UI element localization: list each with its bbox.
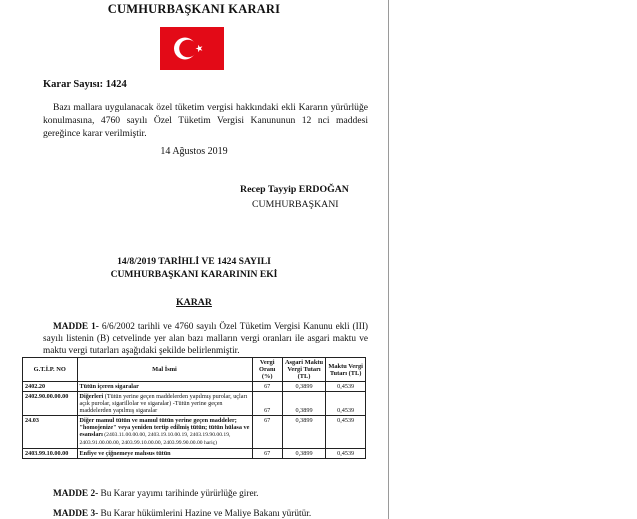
row-name-bold: Diğerleri bbox=[79, 393, 104, 400]
table-row bbox=[23, 416, 366, 449]
decision-date: 14 Ağustos 2019 bbox=[160, 146, 228, 157]
table-row bbox=[23, 449, 366, 459]
article-1 bbox=[43, 321, 368, 358]
row-fixed: 0,4539 bbox=[326, 416, 366, 449]
row-name-rest: (2403.11.00.00.00, 2403.19.10.00.19, 2403.19.90.00.19, 2403.91.00.00.00, 2403.99.10.00.00, 2403.99.90.00.00 hariç) bbox=[79, 432, 231, 446]
row-fixed: 0,4539 bbox=[326, 392, 366, 416]
article-3-label: MADDE 3- bbox=[53, 509, 99, 519]
table-row bbox=[23, 382, 366, 392]
article-1-text: 6/6/2002 tarihli ve 4760 sayılı Özel Tüketim Vergisi Kanunu ekli (III) sayılı listenin (B) cetvelinde yer alan bazı malların vergi oranları ile asgari maktu ve maktu vergi tutarları aşağıdaki şekilde belirlenmiştir. bbox=[43, 322, 369, 357]
row-rate: 67 bbox=[252, 392, 282, 416]
row-rate: 67 bbox=[252, 382, 282, 392]
row-name-rest: (Tütün yerine geçen maddelerden yapılmış purolar, uçları açık purolar, sigarillolar ve sigaralar) -Tütün yerine geçen maddelerden yapılmış sigaralar bbox=[79, 393, 248, 414]
tax-rate-table bbox=[22, 357, 366, 459]
row-name bbox=[77, 449, 252, 459]
row-gtip: 24.03 bbox=[23, 416, 78, 449]
row-name-bold: Diğer mamul tütün ve mamul tütün yerine geçen maddeler; "homojenize" veya yeniden tertip edilmiş tütün; tütün hülasa ve esansları bbox=[79, 417, 250, 438]
row-name-bold: Tütün içeren sigaralar bbox=[79, 383, 139, 390]
article-2-text: Bu Karar yayımı tarihinde yürürlüğe girer. bbox=[98, 489, 259, 499]
table-row bbox=[23, 392, 366, 416]
header-name: Mal İsmi bbox=[77, 358, 252, 382]
annex-title-line1: 14/8/2019 TARİHLİ VE 1424 SAYILI bbox=[117, 256, 271, 267]
row-name bbox=[77, 416, 252, 449]
row-gtip: 2403.99.10.00.00 bbox=[23, 449, 78, 459]
row-min: 0,3899 bbox=[282, 449, 325, 459]
karar-heading: KARAR bbox=[176, 297, 212, 308]
row-rate: 67 bbox=[252, 449, 282, 459]
row-gtip: 2402.20 bbox=[23, 382, 78, 392]
article-2-label: MADDE 2- bbox=[53, 489, 99, 499]
article-2 bbox=[53, 489, 259, 499]
header-fixed: Maktu Vergi Tutarı (TL) bbox=[326, 358, 366, 382]
turkish-flag-icon bbox=[160, 27, 224, 70]
decision-number: Karar Sayısı: 1424 bbox=[43, 79, 127, 90]
header-gtip: G.T.İ.P. NO bbox=[23, 358, 78, 382]
annex-title-line2: CUMHURBAŞKANI KARARININ EKİ bbox=[110, 269, 278, 280]
table-header-row bbox=[23, 358, 366, 382]
signatory-title: CUMHURBAŞKANI bbox=[252, 199, 339, 210]
row-min: 0,3899 bbox=[282, 382, 325, 392]
document-title: CUMHURBAŞKANI KARARI bbox=[107, 2, 281, 16]
article-3 bbox=[53, 509, 311, 519]
intro-text: Bazı mallara uygulanacak özel tüketim vergisi hakkındaki ekli Kararın yürürlüğe konulmasına, 4760 sayılı Özel Tüketim Vergisi Kanununun 12 nci maddesi gereğince karar verilmiştir. bbox=[43, 102, 368, 139]
row-name-bold: Enfiye ve çiğnemeye mahsus tütün bbox=[79, 450, 171, 457]
row-min: 0,3899 bbox=[282, 416, 325, 449]
article-1-label: MADDE 1- bbox=[53, 322, 99, 332]
header-rate: Vergi Oranı (%) bbox=[252, 358, 282, 382]
row-fixed: 0,4539 bbox=[326, 382, 366, 392]
row-min: 0,3899 bbox=[282, 392, 325, 416]
article-3-text: Bu Karar hükümlerini Hazine ve Maliye Bakanı yürütür. bbox=[98, 509, 312, 519]
row-name bbox=[77, 382, 252, 392]
signatory-name: Recep Tayyip ERDOĞAN bbox=[240, 184, 349, 195]
intro-paragraph bbox=[43, 101, 368, 140]
row-fixed: 0,4539 bbox=[326, 449, 366, 459]
header-min: Asgari Maktu Vergi Tutarı (TL) bbox=[282, 358, 325, 382]
row-gtip: 2402.90.00.00.00 bbox=[23, 392, 78, 416]
row-name bbox=[77, 392, 252, 416]
row-rate: 67 bbox=[252, 416, 282, 449]
